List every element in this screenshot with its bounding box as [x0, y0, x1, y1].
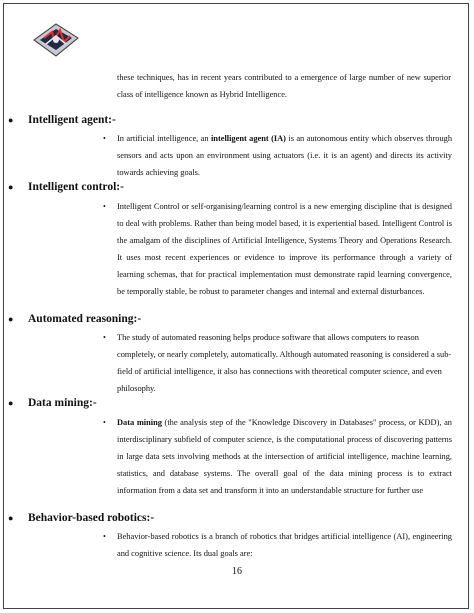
- bullet-icon: •: [103, 418, 106, 427]
- section-body: • Data mining (the analysis step of the "Knowledge Discovery in Databases" process, or KDD), an interdisciplinary subfield of computer science, is the computational process of discovering patterns in large data sets involving methods at the intersection of artificial intelligence, machine learning, statistics, and database systems. The overall goal of the data mining process is to extract information from a data set and transform it into an understandable structure for further use: [117, 414, 452, 499]
- bullet-icon: ●: [8, 513, 14, 523]
- bullet-icon: •: [103, 532, 106, 541]
- bullet-icon: ●: [8, 182, 14, 192]
- section-heading: ● Data mining:-: [8, 397, 97, 409]
- section-heading: ● Intelligent control:-: [8, 181, 124, 193]
- bullet-icon: •: [103, 134, 106, 143]
- bullet-icon: ●: [8, 115, 14, 125]
- section-heading: ● Behavior-based robotics:-: [8, 512, 155, 524]
- section-body: • Intelligent Control or self-organising/learning control is a new emerging discipline that is designed to deal with problems. Rather than being model based, it is experiential based. Intelligent Control is the amalgam of the disciplines of Artificial Intelligence, Systems Theory and Operations Research. It uses most recent experiences or evidence to improve its performance through a variety of learning schemas, that for practical implementation must demonstrate rapid learning convergence, be temporally stable, be robust to parameter changes and internal and external disturbances.: [117, 198, 452, 301]
- bullet-icon: •: [103, 333, 106, 342]
- section-body: • In artificial intelligence, an intelligent agent (IA) is an autonomous entity which observes through sensors and acts upon an environment using actuators (i.e. it is an agent) and directs its activity towards achieving goals.: [117, 130, 452, 181]
- section-body: • Behavior-based robotics is a branch of robotics that bridges artificial intelligence (AI), engineering and cognitive science. Its dual goals are:: [117, 528, 452, 562]
- bullet-icon: •: [103, 202, 106, 211]
- section-body: • The study of automated reasoning helps produce software that allows computers to reason completely, or nearly completely, automatically. Although automated reasoning is considered a sub-field of artificial intelligence, it also has connections with theoretical computer science, and even philosophy.: [117, 329, 452, 397]
- bullet-icon: ●: [8, 398, 14, 408]
- bullet-icon: ●: [8, 314, 14, 324]
- page-number: 16: [232, 566, 242, 577]
- section-heading: ● Automated reasoning:-: [8, 313, 142, 325]
- intro-paragraph: these techniques, has in recent years contributed to a emergence of large number of new superior class of intelligence known as Hybrid Intelligence.: [117, 73, 451, 99]
- section-heading: ● Intelligent agent:-: [8, 114, 116, 126]
